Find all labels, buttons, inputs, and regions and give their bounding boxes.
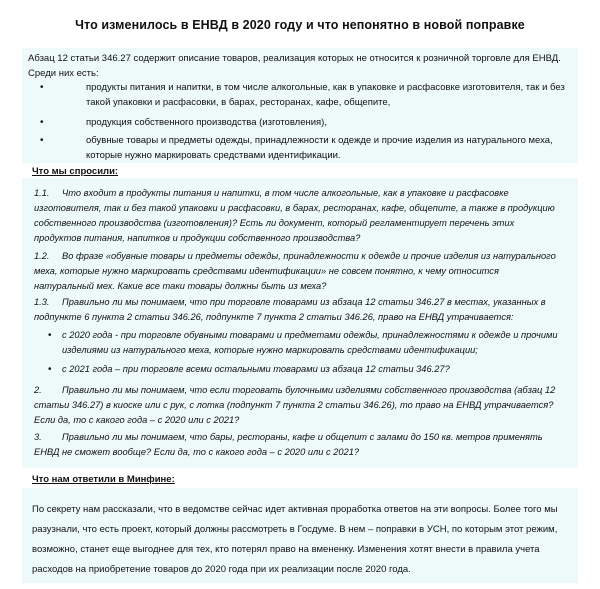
intro-list-text: продукция собственного производства (изготовления), xyxy=(86,117,327,128)
question-subitem xyxy=(48,328,568,358)
question-number: 2. xyxy=(34,385,42,395)
answered-heading: Что нам ответили в Минфине: xyxy=(32,474,175,485)
page-title: Что изменилось в ЕНВД в 2020 году и что непонятно в новой поправке xyxy=(75,18,525,32)
question-text: Правильно ли мы понимаем, что при торговле товарами из абзаца 12 статьи 346.27 в местах, указанных в подпункте 6 пункта 2 статьи 346.26, подпункте 7 пункта 2 статьи 346.26, право на ЕНВД утрачивается: xyxy=(34,297,546,322)
intro-list-text: обувные товары и предметы одежды, принадлежности к одежде и прочие изделия из натурального меха, которые нужно маркировать средствами идентификации. xyxy=(86,135,553,161)
intro-list-item xyxy=(40,80,580,110)
question-text: Во фразе «обувные товары и предметы одежды, принадлежности к одежде и прочие изделия из натурального меха, которые нужно маркировать средствами идентификации» не совсем понятно, к чему относится натуральный мех. Какие все таки товары должны быть из меха? xyxy=(34,251,556,291)
subitem-text: с 2021 года – при торговле всеми остальными товарами из абзаца 12 статьи 346.27? xyxy=(62,364,450,374)
question-number: 1.2. xyxy=(34,251,50,261)
asked-heading: Что мы спросили: xyxy=(32,166,119,177)
bullet-icon: • xyxy=(40,117,44,128)
answer-paragraph: По секрету нам рассказали, что в ведомстве сейчас идет активная проработка ответов на эти вопросы. Более того мы разузнали, что есть проект, который должны рассмотреть в Госдуме. В нем – поправки в УСН, по которым этот режим, возможно, станет еще выгоднее для тех, кто потерял право на вмененку. Изменения хотят внести в правила учета расходов на приобретение товаров до 2020 года при их реализации после 2020 года. xyxy=(32,504,558,575)
bullet-icon: • xyxy=(48,330,52,341)
question-item xyxy=(34,383,559,428)
question-text: Правильно ли мы понимаем, что если торговать булочными изделиями собственного производства (абзац 12 статьи 346.27) в киоске или с рук, с лотка (подпункт 7 пункта 2 статьи 346.26), то право на ЕНВД утрачивается? Если да, то с какого года – с 2020 или с 2021? xyxy=(34,385,556,425)
question-text: Что входит в продукты питания и напитки, в том числе алкогольные, как в упаковке и расфасовке изготовителя, так и без такой упаковки и расфасовки, в барах, ресторанах, кафе, общепите, а также в продукцию собственного производства (изготовления)? Есть ли документ, который регламентирует перечень этих продуктов питания, напитков и продукции собственного производства? xyxy=(34,188,555,243)
question-subitem xyxy=(48,362,568,377)
question-item xyxy=(34,295,559,325)
bullet-icon: • xyxy=(40,135,44,146)
intro-paragraph: Абзац 12 статьи 346.27 содержит описание товаров, реализация которых не относится к розничной торговле для ЕНВД. Среди них есть: xyxy=(28,53,561,79)
question-number: 1.1. xyxy=(34,188,50,198)
intro-list-item xyxy=(40,115,580,130)
question-item xyxy=(34,249,559,294)
intro-list-item xyxy=(40,133,580,163)
bullet-icon: • xyxy=(48,364,52,375)
question-text: Правильно ли мы понимаем, что бары, рестораны, кафе и общепит с залами до 150 кв. метров применять ЕНВД не сможет вообще? Если да, то с какого года – с 2020 или с 2021? xyxy=(34,432,543,457)
question-item xyxy=(34,186,559,246)
intro-list-text: продукты питания и напитки, в том числе алкогольные, как в упаковке и расфасовке изготовителя, так и без такой упаковки и расфасовки, в барах, ресторанах, кафе, общепите, xyxy=(86,82,565,108)
question-number: 3. xyxy=(34,432,42,442)
bullet-icon: • xyxy=(40,82,44,93)
subitem-text: с 2020 года - при торговле обувными товарами и предметами одежды, принадлежностями к одежде и прочими изделиями из натурального меха, которые нужно маркировать средствами идентификации; xyxy=(62,330,558,355)
question-item xyxy=(34,430,559,460)
question-number: 1.3. xyxy=(34,297,50,307)
